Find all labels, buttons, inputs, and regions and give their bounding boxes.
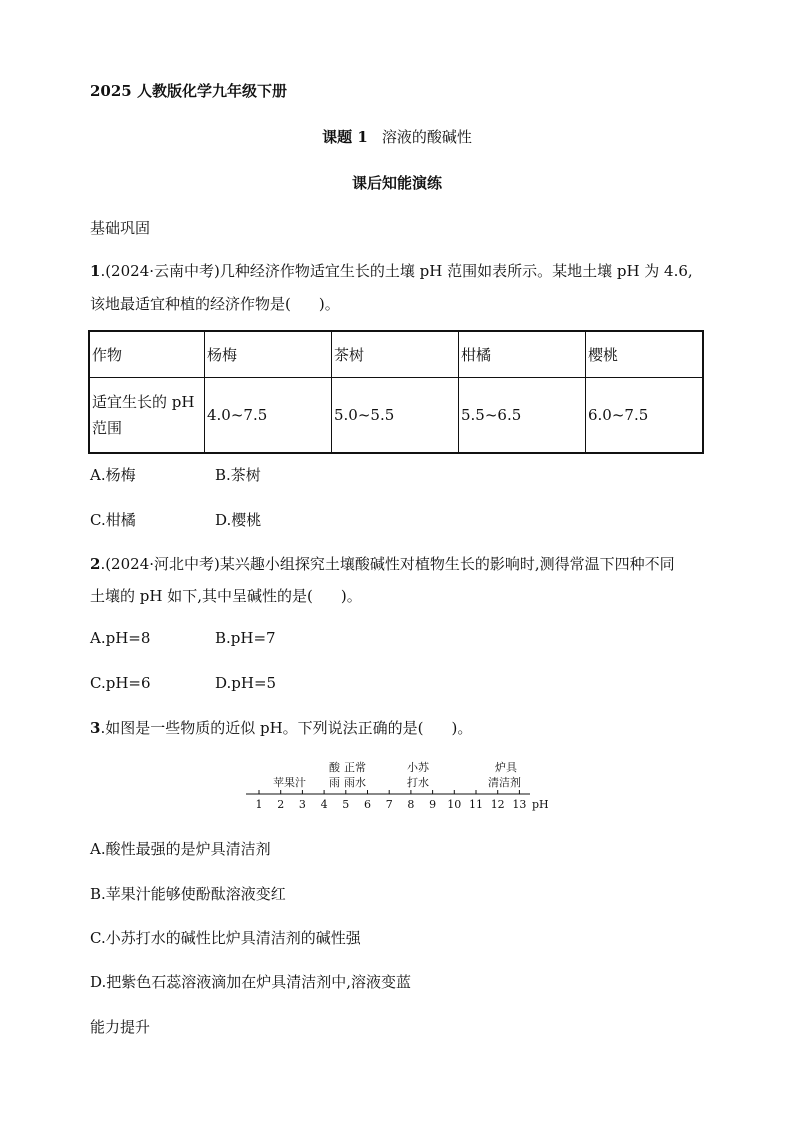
q1-stem-end: )。 xyxy=(318,295,340,313)
table-cell: 6.0~7.5 xyxy=(586,377,704,453)
q3-option-b[interactable]: B.苹果汁能够使酚酞溶液变红 xyxy=(90,885,286,903)
q2-option-a[interactable]: A.pH=8 xyxy=(90,629,151,647)
q2-option-d[interactable]: D.pH=5 xyxy=(215,674,277,692)
q2-stem-text2: 土壤的 pH 如下,其中呈碱性的是( xyxy=(90,587,313,605)
ph-tick-label: 5 xyxy=(342,798,350,811)
ph-tick-label: 12 xyxy=(490,798,505,811)
label-acid-rain-1: 酸 xyxy=(329,761,340,774)
ph-range-table xyxy=(88,330,704,454)
q1-stem-line1 xyxy=(90,260,693,281)
q2-stem-line1 xyxy=(90,553,675,574)
label-acid-rain-2: 雨 xyxy=(329,776,340,789)
table-row xyxy=(89,331,703,377)
q1-option-a[interactable]: A.杨梅 xyxy=(90,466,136,484)
q3-option-c[interactable]: C.小苏打水的碱性比炉具清洁剂的碱性强 xyxy=(90,929,361,947)
book-title: 2025 人教版化学九年级下册 xyxy=(90,82,287,100)
q3-option-a[interactable]: A.酸性最强的是炉具清洁剂 xyxy=(90,840,271,858)
q2-option-b[interactable]: B.pH=7 xyxy=(215,629,276,647)
part-title-basic: 基础巩固 xyxy=(90,219,151,237)
lesson-title xyxy=(0,126,794,147)
table-header-cell: 柑橘 xyxy=(459,331,586,377)
table-row xyxy=(89,377,703,453)
table-header-cell: 茶树 xyxy=(332,331,459,377)
label-cleaner-2: 清洁剂 xyxy=(488,776,521,789)
ph-tick-label: 9 xyxy=(429,798,437,811)
q1-number: 1 xyxy=(90,262,101,280)
ph-tick-label: 8 xyxy=(407,798,415,811)
q3-stem-end: )。 xyxy=(451,719,473,737)
ph-ticks xyxy=(256,790,527,811)
label-apple-juice: 苹果汁 xyxy=(273,776,306,789)
ph-tick-label: 10 xyxy=(447,798,462,811)
ph-tick-label: 6 xyxy=(364,798,371,811)
ph-tick-label: 3 xyxy=(298,798,306,811)
ph-tick-label: 2 xyxy=(277,798,285,811)
label-soda-2: 打水 xyxy=(407,776,429,789)
label-normal-rain-1: 正常 xyxy=(344,761,366,774)
lesson-label: 课题 1 xyxy=(322,128,368,146)
table-header-cell: 杨梅 xyxy=(205,331,332,377)
table-cell: 5.0~5.5 xyxy=(332,377,459,453)
table-row-label xyxy=(89,377,205,453)
q1-option-b[interactable]: B.茶树 xyxy=(215,466,261,484)
part-title-advanced: 能力提升 xyxy=(90,1018,151,1036)
q3-number: 3 xyxy=(90,719,101,737)
q2-stem-end: )。 xyxy=(340,587,362,605)
table-header-cell: 樱桃 xyxy=(586,331,704,377)
row-label-line1: 适宜生长的 pH xyxy=(92,392,195,411)
q3-option-d[interactable]: D.把紫色石蕊溶液滴加在炉具清洁剂中,溶液变蓝 xyxy=(90,973,412,991)
section-title: 课后知能演练 xyxy=(351,174,442,192)
q1-option-c[interactable]: C.柑橘 xyxy=(90,511,136,529)
q2-option-c[interactable]: C.pH=6 xyxy=(90,674,151,692)
q2-stem-line2 xyxy=(90,585,362,606)
q3-stem-text: .如图是一些物质的近似 pH。下列说法正确的是( xyxy=(100,719,424,737)
q2-number: 2 xyxy=(90,555,101,573)
table-cell: 4.0~7.5 xyxy=(205,377,332,453)
lesson-name: 溶液的酸碱性 xyxy=(381,128,472,146)
q1-stem-text2: 该地最适宜种植的经济作物是( xyxy=(90,295,291,313)
ph-scale-figure xyxy=(240,756,560,818)
q1-stem-line2 xyxy=(90,293,340,314)
ph-tick-label: 4 xyxy=(320,798,328,811)
q1-option-d[interactable]: D.樱桃 xyxy=(215,511,262,529)
ph-tick-label: 1 xyxy=(255,798,263,811)
ph-tick-label: 13 xyxy=(512,798,527,811)
label-normal-rain-2: 雨水 xyxy=(344,776,366,789)
ph-unit-label: pH xyxy=(532,798,549,811)
label-soda-1: 小苏 xyxy=(407,761,429,774)
ph-tick-label: 11 xyxy=(469,798,483,811)
q3-stem xyxy=(90,717,472,738)
q1-stem-text: .(2024·云南中考)几种经济作物适宜生长的土壤 pH 范围如表所示。某地土壤 pH 为 4.6, xyxy=(100,262,693,280)
table-header-cell: 作物 xyxy=(89,331,205,377)
ph-tick-label: 7 xyxy=(385,798,393,811)
label-cleaner-1: 炉具 xyxy=(495,761,517,774)
q2-stem-text: .(2024·河北中考)某兴趣小组探究土壤酸碱性对植物生长的影响时,测得常温下四种不同 xyxy=(100,555,675,573)
row-label-line2: 范围 xyxy=(92,418,123,437)
table-cell: 5.5~6.5 xyxy=(459,377,586,453)
